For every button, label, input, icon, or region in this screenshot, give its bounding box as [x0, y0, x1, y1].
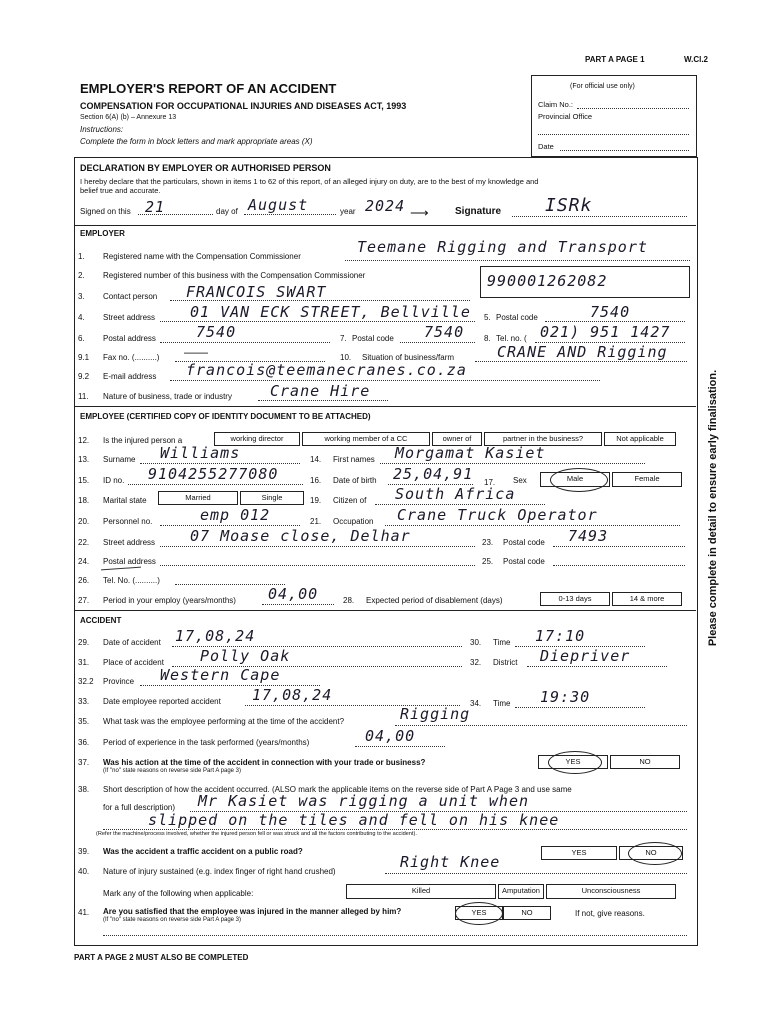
male-selected-circle	[550, 468, 608, 492]
mark-label: Mark any of the following when applicable:	[103, 889, 254, 898]
emp-pc2-label: Postal code	[503, 557, 545, 566]
postal-address-label: Postal address	[103, 334, 156, 343]
occupation-label: Occupation	[333, 517, 374, 526]
signature-label: Signature	[455, 206, 502, 217]
marital-label: Marital state	[103, 496, 147, 505]
emp-tel-label: Tel. No. (..........)	[103, 576, 160, 585]
citizen-value[interactable]: South Africa	[395, 485, 516, 503]
surname-value[interactable]: Williams	[160, 444, 241, 462]
place-value[interactable]: Polly Oak	[200, 647, 291, 665]
arrow-right-icon: ⟶	[410, 205, 429, 220]
nature-business-value[interactable]: Crane Hire	[270, 382, 371, 400]
claim-no-label: Claim No.:	[538, 100, 574, 109]
q41-label: Are you satisfied that the employee was injured in the manner alleged by him?	[103, 907, 402, 916]
q38-label-a: Short description of how the accident occurred. (ALSO mark the applicable items on the reverse side of Part A Page 3 and use same	[103, 785, 572, 794]
q37-yes[interactable]: YES	[538, 755, 608, 769]
year-label: year	[340, 207, 356, 216]
accident-date-label: Date of accident	[103, 638, 161, 647]
province-label: Province	[103, 677, 135, 686]
accident-date-value[interactable]: 17,08,24	[175, 627, 256, 645]
q39-yes[interactable]: YES	[541, 846, 617, 860]
official-title: (For official use only)	[570, 83, 635, 90]
id-value[interactable]: 9104255277080	[148, 465, 279, 483]
declaration-text-2: belief true and accurate.	[80, 186, 161, 195]
declaration-text-1: I hereby declare that the particulars, shown in items 1 to 62 of this report, of an alleged injury on duty, are to the best of my knowledge and	[80, 177, 539, 186]
email-label: E-mail address	[103, 372, 157, 381]
street-address-label: Street address	[103, 313, 156, 322]
place-label: Place of accident	[103, 658, 164, 667]
fax-label: Fax no. (..........)	[103, 353, 160, 362]
reg-number-label: Registered number of this business with the Compensation Commissioner	[103, 271, 366, 280]
surname-label: Surname	[103, 455, 136, 464]
signed-year[interactable]: 2024	[365, 197, 406, 215]
emp-pc-label: Postal code	[503, 538, 545, 547]
opt-not-applicable[interactable]: Not applicable	[604, 432, 676, 446]
reg-name-value[interactable]: Teemane Rigging and Transport	[357, 238, 648, 256]
item-number: 10.	[340, 353, 352, 362]
q40-label: Nature of injury sustained (e.g. index finger of right hand crushed)	[103, 867, 336, 876]
opt-owner-of[interactable]: owner of	[432, 432, 482, 446]
disablement-label: Expected period of disablement (days)	[366, 596, 503, 605]
period-label: Period in your employ (years/months)	[103, 596, 236, 605]
opt-single[interactable]: Single	[240, 491, 304, 505]
item-number: 2.	[78, 271, 85, 280]
task-label: What task was the employee performing at the time of the accident?	[103, 717, 345, 726]
declaration-heading: DECLARATION BY EMPLOYER OR AUTHORISED PERSON	[80, 163, 331, 173]
emp-pc-value[interactable]: 7493	[568, 527, 609, 545]
opt-male[interactable]: Male	[540, 472, 610, 487]
q39-label: Was the accident a traffic accident on a public road?	[103, 847, 303, 856]
description-line-1[interactable]: Mr Kasiet was rigging a unit when	[198, 792, 530, 810]
side-note: Please complete in detail to ensure early finalisation.	[707, 369, 719, 647]
item-number: 9.2	[78, 372, 90, 381]
email-value[interactable]: francois@teemanecranes.co.za	[186, 361, 467, 379]
employee-heading: EMPLOYEE (CERTIFIED COPY OF IDENTITY DOCUMENT TO BE ATTACHED)	[80, 412, 371, 421]
contact-person-label: Contact person	[103, 292, 158, 301]
footer-note: PART A PAGE 2 MUST ALSO BE COMPLETED	[74, 953, 249, 962]
first-names-label: First names	[333, 455, 375, 464]
situation-label: Situation of business/farm	[362, 353, 455, 362]
item-number: 3.	[78, 292, 85, 301]
dob-value[interactable]: 25,04,91	[393, 465, 474, 483]
form-title: EMPLOYER'S REPORT OF AN ACCIDENT	[80, 81, 337, 96]
injury-value[interactable]: Right Knee	[400, 853, 501, 871]
reg-number-value[interactable]: 990001262082	[487, 272, 608, 290]
signed-day[interactable]: 21	[145, 198, 166, 216]
accident-time-value[interactable]: 17:10	[535, 627, 586, 645]
employer-heading: EMPLOYER	[80, 229, 125, 238]
postal-code-2-value[interactable]: 7540	[424, 323, 465, 341]
province-value[interactable]: Western Cape	[160, 666, 281, 684]
id-label: ID no.	[103, 476, 125, 485]
emp-postal-label: Postal address	[103, 557, 156, 566]
q37-yes-circle	[548, 751, 602, 774]
signature[interactable]: ISRk	[545, 195, 593, 216]
emp-street-value[interactable]: 07 Moase close, Delhar	[190, 527, 411, 545]
opt-killed[interactable]: Killed	[346, 884, 496, 899]
q37-label: Was his action at the time of the accident in connection with your trade or business?	[103, 758, 426, 767]
postal-code-value[interactable]: 7540	[590, 303, 631, 321]
item-number: 1.	[78, 252, 85, 261]
part-label: PART A PAGE 1	[585, 55, 645, 64]
q37-note: (If "no" state reasons on reverse side Part A page 3)	[103, 768, 242, 774]
dob-label: Date of birth	[333, 476, 377, 485]
item-number: 9.1	[78, 353, 90, 362]
experience-label: Period of experience in the task performed (years/months)	[103, 738, 310, 747]
instructions-label: Instructions:	[80, 125, 124, 134]
opt-unconsciousness[interactable]: Unconsciousness	[546, 884, 676, 899]
first-names-value[interactable]: Morgamat Kasiet	[395, 444, 546, 462]
item-number: 6.	[78, 334, 85, 343]
tel-label: Tel. no. (	[496, 334, 527, 343]
opt-0-13-days[interactable]: 0-13 days	[540, 592, 610, 606]
date-label: Date	[538, 142, 554, 151]
item-number: 7.	[340, 334, 347, 343]
q38-label-b: for a full description)	[103, 803, 176, 812]
personnel-value[interactable]: emp 012	[200, 506, 271, 524]
q12-label: Is the injured person a	[103, 436, 183, 445]
personnel-label: Personnel no.	[103, 517, 153, 526]
item-number: 5.	[484, 313, 491, 322]
postal-code-label: Postal code	[496, 313, 538, 322]
accident-time-label: Time	[493, 638, 511, 647]
q41-after: If not, give reasons.	[575, 909, 645, 918]
instructions-text: Complete the form in block letters and mark appropriate areas (X)	[80, 137, 313, 146]
period-value[interactable]: 04,00	[268, 585, 319, 603]
opt-working-director[interactable]: working director	[214, 432, 300, 446]
district-label: District	[493, 658, 518, 667]
opt-female[interactable]: Female	[612, 472, 682, 487]
reg-name-label: Registered name with the Compensation Commissioner	[103, 252, 301, 261]
postal-code-2-label: Postal code	[352, 334, 394, 343]
emp-street-label: Street address	[103, 538, 156, 547]
situation-value[interactable]: CRANE AND Rigging	[497, 343, 668, 361]
tel-value[interactable]: 021) 951 1427	[540, 323, 671, 341]
day-of-label: day of	[216, 207, 238, 216]
accident-heading: ACCIDENT	[80, 616, 122, 625]
q39-no[interactable]: NO	[619, 846, 683, 860]
reported-time-label: Time	[493, 699, 511, 708]
signed-on-label: Signed on this	[80, 207, 131, 216]
task-value[interactable]: Rigging	[400, 705, 471, 723]
item-number: 11.	[78, 392, 89, 401]
reported-value[interactable]: 17,08,24	[252, 686, 333, 704]
opt-partner[interactable]: partner in the business?	[484, 432, 602, 446]
q37-no[interactable]: NO	[610, 755, 680, 769]
opt-working-member[interactable]: working member of a CC	[302, 432, 430, 446]
opt-14-more[interactable]: 14 & more	[612, 592, 682, 606]
item-number: 8.	[484, 334, 491, 343]
q41-no[interactable]: NO	[503, 906, 551, 920]
nature-business-label: Nature of business, trade or industry	[103, 392, 232, 401]
opt-married[interactable]: Married	[158, 491, 238, 505]
reported-label: Date employee reported accident	[103, 697, 221, 706]
description-line-2[interactable]: slipped on the tiles and fell on his knee	[148, 811, 560, 829]
form-code: W.Cl.2	[684, 55, 709, 64]
contact-person-value[interactable]: FRANCOIS SWART	[186, 283, 327, 301]
district-value[interactable]: Diepriver	[540, 647, 631, 665]
fax-value[interactable]: ——	[184, 345, 208, 359]
sex-label: Sex	[513, 476, 527, 485]
experience-value[interactable]: 04,00	[365, 727, 416, 745]
q39-no-circle	[628, 842, 682, 865]
act-title: COMPENSATION FOR OCCUPATIONAL INJURIES AND DISEASES ACT, 1993	[80, 101, 407, 111]
occupation-value[interactable]: Crane Truck Operator	[397, 506, 598, 524]
item-number: 4.	[78, 313, 85, 322]
postal-address-value[interactable]: 7540	[196, 323, 237, 341]
street-address-value[interactable]: 01 VAN ECK STREET, Bellville	[190, 303, 471, 321]
q41-yes-circle	[455, 902, 503, 925]
q41-yes[interactable]: YES	[455, 906, 503, 920]
official-use-box	[531, 75, 697, 157]
signed-month[interactable]: August	[248, 196, 309, 214]
q38-note: (Refer the machine/process involved, whether the injured person fell or was struck and all the factors contributing to the accident).	[96, 831, 417, 837]
citizen-label: Citizen of	[333, 496, 367, 505]
q41-note: (If "no" state reasons on reverse side Part A page 3)	[103, 917, 242, 923]
provincial-label: Provincial Office	[538, 112, 593, 121]
reported-time-value[interactable]: 19:30	[540, 688, 591, 706]
opt-amputation[interactable]: Amputation	[498, 884, 544, 899]
section-ref: Section 6(A) (b) – Annexure 13	[80, 114, 177, 121]
